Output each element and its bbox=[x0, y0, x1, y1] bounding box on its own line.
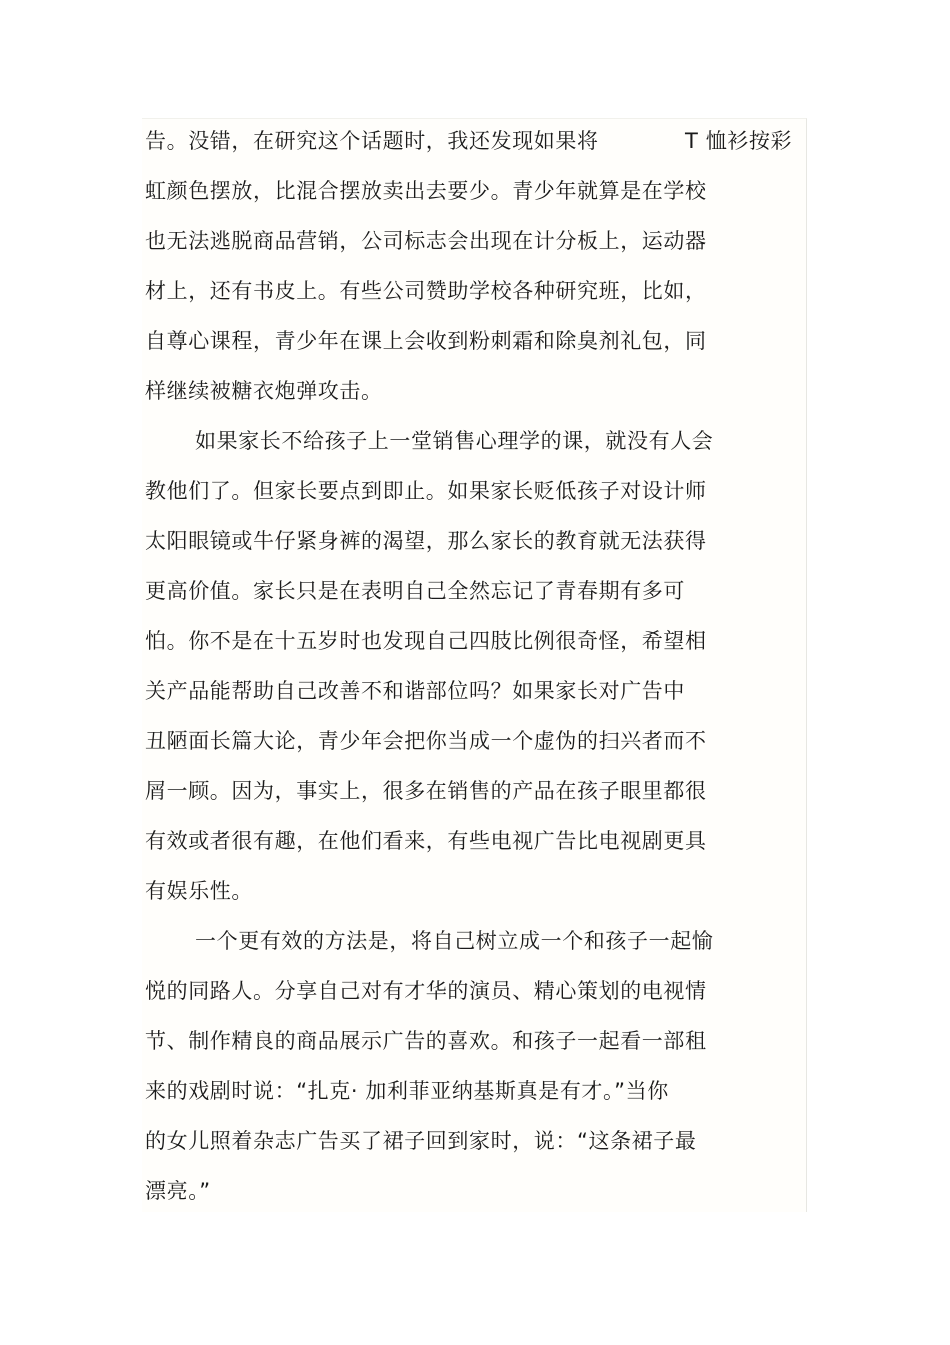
paragraph-line: 的女儿照着杂志广告买了裙子回到家时，说：“这条裙子最 bbox=[145, 1129, 697, 1153]
paragraph-line: 有娱乐性。 bbox=[145, 879, 253, 903]
paragraph-line: 悦的同路人。分享自己对有才华的演员、精心策划的电视情 bbox=[145, 979, 707, 1003]
paragraph-line: 关产品能帮助自己改善不和谐部位吗？如果家长对广告中 bbox=[145, 679, 685, 703]
paragraph-line bbox=[145, 126, 805, 156]
text-segment: T 恤衫按彩 bbox=[685, 129, 793, 153]
paragraph-line: 漂亮。” bbox=[145, 1179, 211, 1203]
paragraph-line: 屑一顾。因为，事实上，很多在销售的产品在孩子眼里都很 bbox=[145, 779, 707, 803]
paragraph-line: 一个更有效的方法是，将自己树立成一个和孩子一起愉 bbox=[195, 929, 714, 953]
paragraph-line: 虹颜色摆放，比混合摆放卖出去要少。青少年就算是在学校 bbox=[145, 179, 707, 203]
paragraph-line: 来的戏剧时说：“扎克· 加利菲亚纳基斯真是有才。”当你 bbox=[145, 1079, 669, 1103]
paragraph-line: 教他们了。但家长要点到即止。如果家长贬低孩子对设计师 bbox=[145, 479, 707, 503]
paragraph-line: 节、制作精良的商品展示广告的喜欢。和孩子一起看一部租 bbox=[145, 1029, 707, 1053]
paragraph-line: 更高价值。家长只是在表明自己全然忘记了青春期有多可 bbox=[145, 579, 685, 603]
paragraph-line: 怕。你不是在十五岁时也发现自己四肢比例很奇怪，希望相 bbox=[145, 629, 707, 653]
text-segment: 告。没错，在研究这个话题时，我还发现如果将 bbox=[145, 129, 599, 153]
paragraph-line: 材上，还有书皮上。有些公司赞助学校各种研究班，比如， bbox=[145, 279, 707, 303]
paragraph-line: 如果家长不给孩子上一堂销售心理学的课，就没有人会 bbox=[195, 429, 714, 453]
paragraph-line: 也无法逃脱商品营销，公司标志会出现在计分板上，运动器 bbox=[145, 229, 707, 253]
paragraph-line: 丑陋面长篇大论，青少年会把你当成一个虚伪的扫兴者而不 bbox=[145, 729, 707, 753]
paragraph-line: 自尊心课程，青少年在课上会收到粉刺霜和除臭剂礼包，同 bbox=[145, 329, 707, 353]
paragraph-line: 太阳眼镜或牛仔紧身裤的渴望，那么家长的教育就无法获得 bbox=[145, 529, 707, 553]
paragraph-line: 样继续被糖衣炮弹攻击。 bbox=[145, 379, 383, 403]
paragraph-line: 有效或者很有趣，在他们看来，有些电视广告比电视剧更具 bbox=[145, 829, 707, 853]
